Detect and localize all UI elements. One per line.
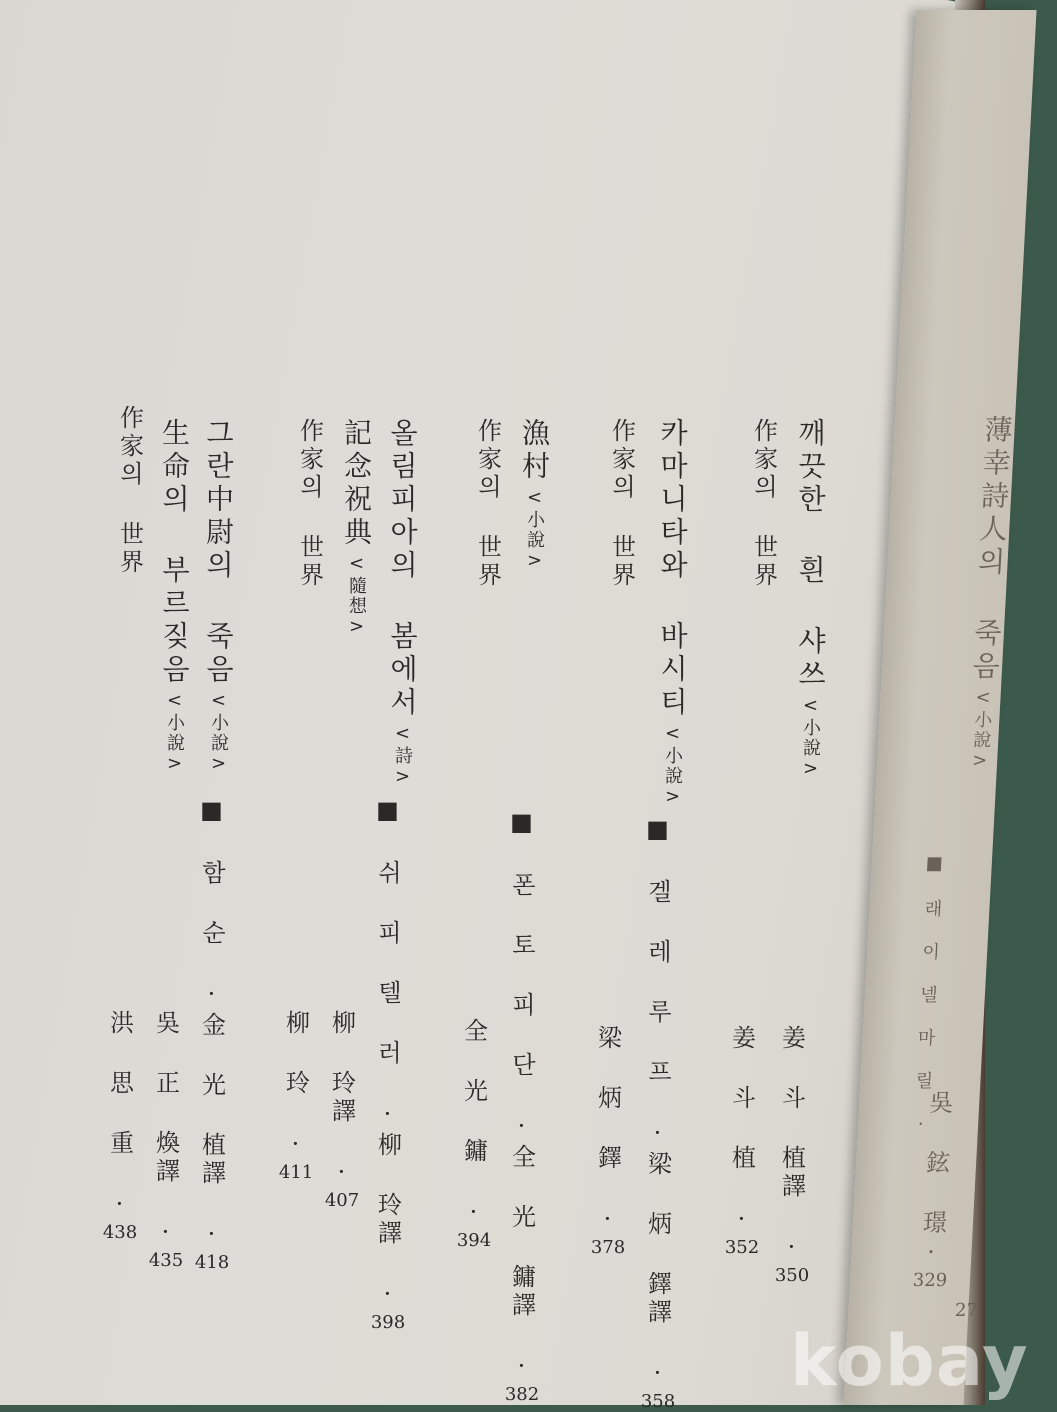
page-number: 418 xyxy=(194,1252,230,1273)
toc-entry-title xyxy=(196,418,240,776)
toc-entry-title xyxy=(788,418,832,781)
page-number: 27 xyxy=(954,1300,979,1321)
byline: 吳 正 煥譯 · xyxy=(151,1010,180,1250)
genre-label: <詩> xyxy=(392,723,413,789)
entry-title: 깨끗한 흰 샤쓰 xyxy=(794,418,827,692)
byline: 吳 鉉 璟· xyxy=(916,1090,954,1270)
page-number: 435 xyxy=(148,1250,184,1271)
toc-entry-byline xyxy=(366,796,410,1333)
genre-label: <小說> xyxy=(524,487,545,573)
toc-entry-byline xyxy=(720,1025,764,1258)
toc-entry-title xyxy=(466,418,510,590)
page-number: 350 xyxy=(774,1265,810,1286)
toc-entry-byline xyxy=(500,808,544,1405)
byline: 姜 斗 植 · xyxy=(727,1025,756,1237)
toc-entry-byline xyxy=(636,815,680,1412)
toc-entry-title xyxy=(334,418,378,639)
genre-label: <小說> xyxy=(208,690,229,776)
toc-entry-title xyxy=(152,418,196,776)
translator-line: ■ 폰 토 피 단 · xyxy=(507,808,536,1144)
toc-entry-title xyxy=(288,418,332,590)
page-number: 382 xyxy=(504,1384,540,1405)
genre-label: <小說> xyxy=(800,695,821,781)
entry-title: 薄幸詩人의 죽음 xyxy=(967,415,1015,684)
entry-title: 記念祝典 xyxy=(340,418,373,550)
byline: 全 光 鏞譯 · xyxy=(507,1144,536,1384)
byline: 梁 炳 鐸 · xyxy=(593,1025,622,1237)
genre-label: <小說> xyxy=(968,687,995,773)
watermark: kobay xyxy=(790,1320,1029,1402)
entry-title: 카마니타와 바시티 xyxy=(656,418,689,720)
toc-entry-title xyxy=(380,418,424,789)
entry-title: 漁村 xyxy=(518,418,551,484)
byline: 金 光 植譯 · xyxy=(197,1012,226,1252)
page-number: 438 xyxy=(102,1222,138,1243)
toc-entry-byline xyxy=(98,1010,142,1243)
byline: 全 光 鏞 · xyxy=(459,1018,488,1230)
byline: 洪 思 重 · xyxy=(105,1010,134,1222)
page-number: 411 xyxy=(278,1162,314,1183)
translator-line: ■ 겔 레 루 프 · xyxy=(643,815,672,1151)
translator-line: ■ 래 이 넬 마 릴 · xyxy=(909,853,946,1137)
genre-label: <小說> xyxy=(164,690,185,776)
toc-entry-title xyxy=(512,418,556,573)
toc-entry-byline xyxy=(144,1010,188,1271)
entry-title: 生命의 부르짖음 xyxy=(158,418,191,687)
toc-entry-title xyxy=(742,418,786,590)
byline: 柳 玲 · xyxy=(281,1010,310,1162)
entry-title: 그란中尉의 죽음 xyxy=(202,418,235,687)
toc-entry-byline xyxy=(190,796,234,1273)
entry-title: 作家의 世界 xyxy=(749,418,778,590)
entry-title: 作家의 世界 xyxy=(115,405,144,577)
genre-label: <隨想> xyxy=(346,553,367,639)
page-number: 407 xyxy=(324,1190,360,1211)
page-number: 358 xyxy=(640,1391,676,1412)
genre-label: <小說> xyxy=(662,723,683,809)
page-number: 394 xyxy=(456,1230,492,1251)
page-number: 378 xyxy=(590,1237,626,1258)
translator-line: ■ 쉬 피 텔 러 · xyxy=(373,796,402,1132)
toc-entry-byline xyxy=(770,1025,814,1286)
next-page-number xyxy=(944,1300,989,1321)
next-page-byline xyxy=(907,1090,962,1291)
entry-title: 올림피아의 봄에서 xyxy=(386,418,419,720)
toc-entry-byline xyxy=(586,1025,630,1258)
toc-entry-byline xyxy=(452,1018,496,1251)
page-number: 329 xyxy=(912,1270,948,1291)
toc-entry-title xyxy=(650,418,694,809)
byline: 梁 炳 鐸譯 · xyxy=(643,1151,672,1391)
byline: 柳 玲譯 · xyxy=(327,1010,356,1190)
toc-entry-title xyxy=(108,405,152,577)
entry-title: 作家의 世界 xyxy=(607,418,636,590)
translator-line: ■ 함 순 · xyxy=(197,796,226,1012)
page-number: 352 xyxy=(724,1237,760,1258)
toc-entry-byline xyxy=(320,1010,364,1211)
toc-entry-title xyxy=(600,418,644,590)
byline: 柳 玲譯 · xyxy=(373,1132,402,1312)
next-page-entry xyxy=(957,415,1020,773)
entry-title: 作家의 世界 xyxy=(295,418,324,590)
byline: 姜 斗 植譯 · xyxy=(777,1025,806,1265)
toc-entry-byline xyxy=(274,1010,318,1183)
entry-title: 作家의 世界 xyxy=(473,418,502,590)
page-number: 398 xyxy=(370,1312,406,1333)
